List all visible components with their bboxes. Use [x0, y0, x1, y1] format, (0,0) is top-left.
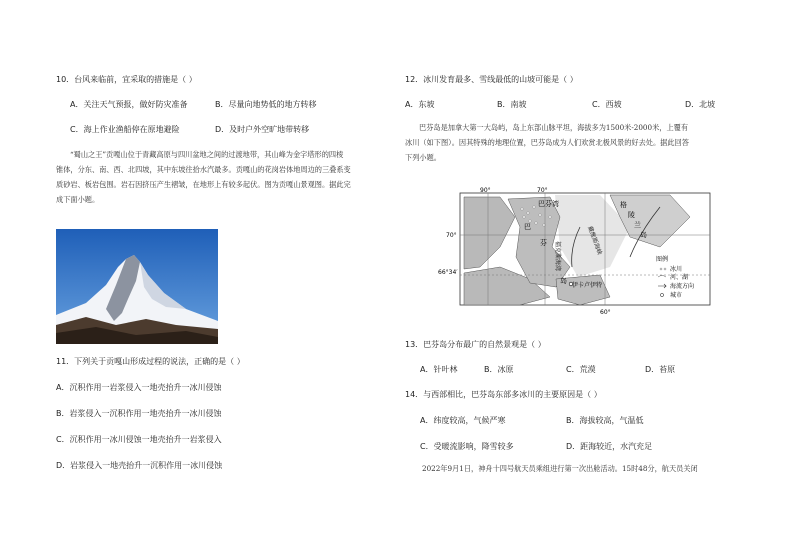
q14-option-c: C．受暖流影响，降雪较多 [420, 442, 514, 451]
mountain-illustration [56, 229, 218, 344]
gongga-passage [56, 147, 396, 207]
gongga-passage-line: 锥体，分东、南、西、北四坡，其中东坡往拾水汽最多。贡嘎山的花岗岩体地周边的三叠系变 [56, 165, 351, 174]
q10-stem: 10．台风来临前，宜采取的措施是（ ） [56, 75, 197, 84]
label-greenland: 格 [620, 201, 627, 209]
lon-label-70: 70° [537, 187, 548, 194]
q12-stem: 12．冰川发育最多、雪线最低的山坡可能是（ ） [405, 75, 578, 84]
q14-option-a: A．纬度较高，气候严寒 [420, 416, 506, 425]
legend-river: 河、湖 [670, 274, 689, 281]
q12-option-d: D．北坡 [685, 100, 716, 109]
q13-option-c: C．荒漠 [566, 365, 596, 374]
baffin-passage-line: 冰川（如下图）。因其特殊的地理位置，巴芬岛成为人们欢赏北极风景的好去处。据此回答 [405, 138, 689, 147]
q14-option-b: B．海拔较高，气温低 [566, 416, 644, 425]
lon-label-90: 90° [480, 187, 491, 194]
label-baffin-bay: 巴芬湾 [538, 200, 559, 208]
baffin-passage-line: 下列小题。 [405, 153, 441, 162]
q12-option-a: A．东坡 [405, 100, 435, 109]
q14-stem: 14．与西部相比，巴芬岛东部多冰川的主要原因是（ ） [405, 390, 602, 399]
legend-current: 海流方向 [670, 283, 695, 290]
q12-option-b: B．南坡 [497, 100, 527, 109]
q11-option-a: A．沉积作用一岩浆侵入一地壳抬升一冰川侵蚀 [56, 383, 222, 392]
label-city: 伊卡卢伊特 [572, 282, 603, 289]
label-foxe-basin: 福克斯海湾 [554, 241, 561, 272]
lon-label-60: 60° [600, 309, 611, 316]
baffin-island-map [438, 187, 710, 317]
label-greenland: 陵 [628, 211, 635, 219]
q13-option-a: A．针叶林 [420, 365, 458, 374]
q14-option-d: D．距海较近，水汽充足 [566, 442, 653, 451]
q13-option-b: B．冰原 [484, 365, 514, 374]
q10-option-c: C．海上作业渔船停在原地避险 [70, 125, 180, 134]
q11-option-c: C．沉积作用一冰川侵蚀一地壳抬升一岩浆侵入 [56, 435, 222, 444]
q13-option-d: D．苔原 [645, 365, 676, 374]
q11-stem: 11．下列关于贡嘎山形成过程的说法，正确的是（ ） [56, 357, 245, 366]
lat-label-66: 66°34′ [438, 269, 458, 276]
q11-option-b: B．岩浆侵入一沉积作用一地壳抬升一冰川侵蚀 [56, 409, 222, 418]
q10-option-b: B．尽量向地势低的地方转移 [215, 100, 317, 109]
gongga-passage-line: 质砂岩、板岩包围。岩石因挤压产生褶皱，在地形上有较多起伏。图为贡嘎山景观图。据此完 [56, 180, 351, 189]
label-baffin-island: 巴 [524, 223, 531, 231]
label-davis-strait: 戴维斯海峡 [586, 225, 603, 256]
label-greenland: 岛 [640, 231, 647, 239]
baffin-passage [405, 120, 745, 165]
gongga-mountain-photo [56, 229, 218, 344]
q10-option-a: A．关注天气预报，做好防灾准备 [70, 100, 188, 109]
space-passage-line: 2022年9月1日，神舟十四号航天员乘组进行第一次出舱活动。15时48分，航天员关闭 [422, 464, 698, 473]
q13-stem: 13．巴芬岛分布最广的自然景观是（ ） [405, 340, 546, 349]
label-island: 岛 [560, 277, 567, 285]
gongga-passage-line: “蜀山之王”贡嘎山位于青藏高原与四川盆地之间的过渡地带，其山峰为金字塔形的四棱 [70, 150, 344, 159]
legend-title: 图例 [656, 256, 669, 263]
q10-option-d: D．及时户外空旷地带转移 [215, 125, 310, 134]
baffin-passage-line: 巴芬岛是加拿大第一大岛屿，岛上东部山脉平坦，海拔多为1500米-2000米，上覆有 [419, 123, 689, 132]
legend-glacier: 冰川 [670, 266, 683, 273]
q12-option-c: C．西坡 [592, 100, 622, 109]
legend-city: 城市 [670, 292, 683, 299]
lat-label-70: 70° [446, 232, 457, 239]
q11-option-d: D．岩浆侵入一地壳抬升一沉积作用一冰川侵蚀 [56, 461, 223, 470]
gongga-passage-line: 成下面小题。 [56, 195, 100, 204]
label-baffin-island: 芬 [540, 239, 547, 247]
label-greenland: 兰 [634, 221, 641, 229]
